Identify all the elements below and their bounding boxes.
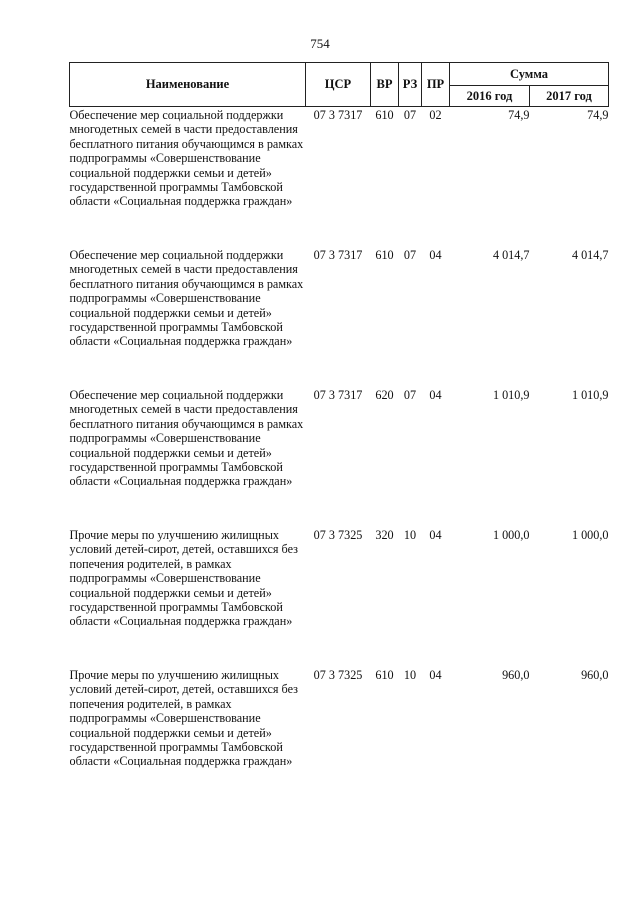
row-csr: 07 3 7325	[313, 668, 363, 682]
header-csr: ЦСР	[306, 63, 371, 107]
row-sum-2016: 1 000,0	[492, 528, 530, 542]
row-sum-2017: 4 014,7	[571, 248, 609, 262]
table-row	[70, 387, 609, 527]
row-pr: 04	[429, 388, 442, 402]
table-body	[70, 107, 609, 808]
row-rz: 10	[403, 668, 417, 682]
row-pr: 04	[429, 668, 442, 682]
header-year-2016: 2016 год	[450, 86, 530, 107]
row-sum-2016: 1 010,9	[492, 388, 530, 402]
row-name: Обеспечение мер социальной поддержки многодетных семей в части предоставления бесплатного питания обучающимся в рамках подпрограммы «Совершенствование социальной поддержки семьи и детей» государственной программы Тамбовской области «Социальная поддержка граждан»	[69, 248, 304, 349]
table-row	[70, 247, 609, 387]
row-rz: 07	[403, 388, 417, 402]
row-rz: 07	[403, 248, 417, 262]
table-row	[70, 667, 609, 807]
table-header	[70, 63, 609, 107]
row-pr: 02	[429, 108, 442, 122]
row-sum-2016: 74,9	[508, 108, 530, 122]
row-csr: 07 3 7317	[313, 388, 363, 402]
row-vr: 610	[375, 668, 394, 682]
row-sum-2017: 1 000,0	[571, 528, 609, 542]
page-number: 754	[310, 36, 330, 51]
row-csr: 07 3 7317	[313, 248, 363, 262]
row-sum-2016: 4 014,7	[492, 248, 530, 262]
budget-table-container	[69, 62, 608, 807]
header-vr: ВР	[371, 63, 399, 107]
header-name: Наименование	[70, 63, 306, 107]
header-pr: ПР	[422, 63, 450, 107]
table-row	[70, 107, 609, 248]
row-vr: 320	[375, 528, 394, 542]
row-csr: 07 3 7325	[313, 528, 363, 542]
header-year-2017: 2017 год	[530, 86, 609, 107]
row-sum-2017: 74,9	[587, 108, 609, 122]
row-csr: 07 3 7317	[313, 108, 363, 122]
row-sum-2017: 960,0	[581, 668, 609, 682]
budget-table	[69, 62, 609, 807]
row-name: Обеспечение мер социальной поддержки многодетных семей в части предоставления бесплатного питания обучающимся в рамках подпрограммы «Совершенствование социальной поддержки семьи и детей» государственной программы Тамбовской области «Социальная поддержка граждан»	[69, 108, 304, 209]
row-sum-2016: 960,0	[502, 668, 530, 682]
row-pr: 04	[429, 248, 442, 262]
table-row	[70, 527, 609, 667]
row-rz: 10	[403, 528, 417, 542]
row-vr: 610	[375, 248, 394, 262]
row-name: Прочие меры по улучшению жилищных условий детей-сирот, детей, оставшихся без попечения родителей, в рамках подпрограммы «Совершенствование социальной поддержки семьи и детей» государственной программы Тамбовской области «Социальная поддержка граждан»	[69, 668, 298, 769]
header-rz: РЗ	[399, 63, 422, 107]
row-rz: 07	[403, 108, 417, 122]
row-pr: 04	[429, 528, 442, 542]
row-name: Прочие меры по улучшению жилищных условий детей-сирот, детей, оставшихся без попечения родителей, в рамках подпрограммы «Совершенствование социальной поддержки семьи и детей» государственной программы Тамбовской области «Социальная поддержка граждан»	[69, 528, 298, 629]
header-sum: Сумма	[450, 63, 609, 86]
row-sum-2017: 1 010,9	[571, 388, 609, 402]
row-name: Обеспечение мер социальной поддержки многодетных семей в части предоставления бесплатного питания обучающимся в рамках подпрограммы «Совершенствование социальной поддержки семьи и детей» государственной программы Тамбовской области «Социальная поддержка граждан»	[69, 388, 304, 489]
row-vr: 620	[375, 388, 394, 402]
row-vr: 610	[375, 108, 394, 122]
